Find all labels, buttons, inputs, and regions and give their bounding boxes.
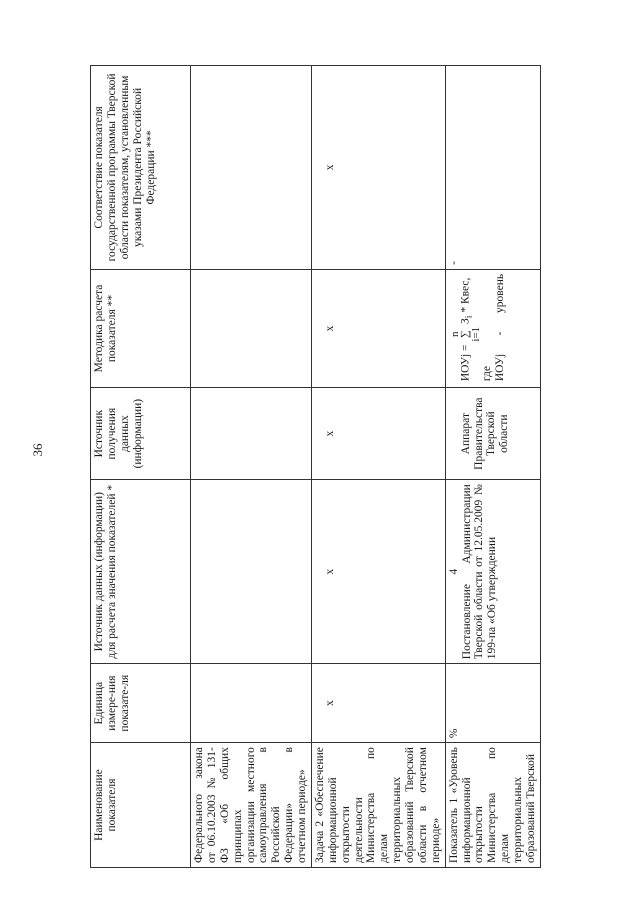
formula-tail: * Квес, [458, 277, 471, 316]
row-source-data: х [311, 480, 445, 664]
row-match: х [311, 66, 445, 270]
row-name: Федерального закона от 06.10.2003 № 131-ФЗ «Об общих принципах организации местного самоуправления в Российской Федерации» в отчетном периоде» [191, 743, 312, 868]
page-number: 36 [30, 443, 45, 457]
row-unit: х [311, 664, 445, 743]
formula-sum [450, 327, 481, 342]
formula-def-text: уровень [493, 273, 506, 313]
formula-lhs: ИОУj = [458, 344, 471, 382]
row-source: х [311, 388, 445, 480]
row-unit: % [445, 664, 540, 743]
row-source-data-text: Постановление Администрации Тверской области от 12.05.2009 № 199-па «Об утверждении [460, 484, 499, 660]
formula-sum-bottom: i=1 [469, 326, 482, 342]
row-source [191, 388, 312, 480]
row-source-data [445, 480, 540, 664]
row-source-data-num: 4 [447, 568, 460, 575]
formula-sum-top: n [448, 331, 461, 337]
indicators-table [90, 65, 541, 868]
row-name: Задача 2 «Обеспечение информационной открытости деятельности Министерства по делам территориальных образований Тверской области в отчетном периоде» [311, 743, 445, 868]
formula-def-dash: - [493, 331, 506, 336]
formula-def-term: ИОУj [493, 353, 506, 382]
header-name: Наименование показателя [91, 743, 191, 868]
row-method-formula [445, 269, 540, 387]
row-method: х [311, 269, 445, 387]
row-unit [191, 664, 312, 743]
row-name: Показатель 1 «Уровень информационной открытости Министерства по делам территориальных образований Тверской [445, 743, 540, 868]
row-match: - [445, 66, 540, 270]
header-source-data: Источник данных (информации) для расчета значения показателей * [91, 480, 191, 664]
header-source: Источник получения данных (информации) [91, 388, 191, 480]
formula-rhs: З [458, 318, 471, 324]
header-match: Соответствие показателя государственной программы Тверской области показателям, установленным указами Президента Российской Федерации *** [91, 66, 191, 270]
header-method: Методика расчета показателя ** [91, 269, 191, 387]
row-method [191, 269, 312, 387]
header-unit: Единица измере-ния показате-ля [91, 664, 191, 743]
header-row [91, 66, 191, 868]
rotated-table-wrapper [90, 65, 537, 868]
formula-sub: i [463, 315, 475, 319]
sum-symbol-icon: ∑ [459, 330, 472, 339]
row-match [191, 66, 312, 270]
formula-where: где [480, 366, 493, 382]
table-row [311, 66, 445, 868]
row-source: Аппарат Правительства Тверской области [445, 388, 540, 480]
table-row [191, 66, 312, 868]
row-source-data [191, 480, 312, 664]
table-row [445, 66, 540, 868]
